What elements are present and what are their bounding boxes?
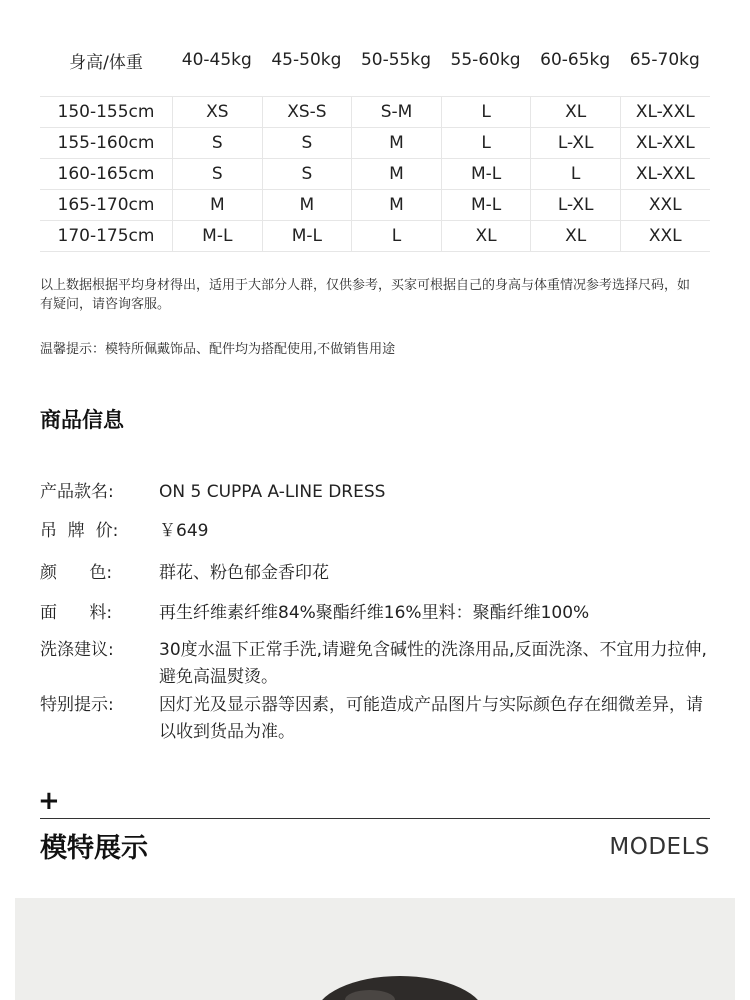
header-weight-col: 40-45kg: [181, 50, 252, 70]
table-row: [40, 190, 710, 221]
size-cell: S-M: [351, 97, 441, 127]
size-cell: S: [262, 159, 352, 189]
size-cell: S: [172, 159, 262, 189]
size-cell: XL-XXL: [620, 159, 710, 189]
height-cell: 170-175cm: [57, 226, 155, 246]
header-weight-col: 60-65kg: [540, 50, 611, 70]
size-chart-table: [40, 40, 710, 252]
size-cell: M-L: [262, 221, 352, 251]
size-cell: M: [351, 190, 441, 220]
model-hair-shape: [315, 976, 485, 1000]
size-cell: M: [262, 190, 352, 220]
size-cell: XL-XXL: [620, 128, 710, 158]
size-chart-header: [40, 40, 710, 80]
info-label: 吊 牌 价:: [40, 521, 119, 541]
size-cell: S: [262, 128, 352, 158]
info-label: 洗涤建议:: [40, 640, 114, 660]
info-value: 再生纤维素纤维84%聚酯纤维16%里料：聚酯纤维100%: [159, 603, 590, 623]
size-cell: XL-XXL: [620, 97, 710, 127]
warm-tip-note: 温馨提示：模特所佩戴饰品、配件均为搭配使用,不做销售用途: [40, 342, 396, 357]
size-cell: L-XL: [530, 128, 620, 158]
info-value: 30度水温下正常手洗,请避免含碱性的洗涤用品,反面洗涤、不宜用力拉伸,避免高温熨烫。: [159, 640, 707, 687]
size-chart-body: [40, 96, 710, 252]
size-cell: S: [172, 128, 262, 158]
info-label: 面 料:: [40, 603, 113, 623]
size-cell: M: [351, 159, 441, 189]
size-cell: XS: [172, 97, 262, 127]
size-cell: M-L: [172, 221, 262, 251]
size-cell: XS-S: [262, 97, 352, 127]
models-section-title: 模特展示: [40, 833, 148, 864]
height-cell: 155-160cm: [57, 133, 155, 153]
plus-icon: +: [38, 786, 60, 816]
size-cell: M: [351, 128, 441, 158]
size-cell: L-XL: [530, 190, 620, 220]
size-cell: XL: [530, 97, 620, 127]
size-cell: XXL: [620, 221, 710, 251]
size-cell: L: [530, 159, 620, 189]
models-section-title-en: MODELS: [609, 834, 710, 860]
size-cell: M: [172, 190, 262, 220]
table-row: [40, 128, 710, 159]
height-cell: 160-165cm: [57, 164, 155, 184]
size-cell: M-L: [441, 190, 531, 220]
info-value: 群花、粉色郁金香印花: [159, 563, 329, 583]
info-label: 特别提示:: [40, 695, 114, 715]
table-row: [40, 159, 710, 190]
header-weight-col: 55-60kg: [450, 50, 521, 70]
info-value: 因灯光及显示器等因素，可能造成产品图片与实际颜色存在细微差异，请以收到货品为准。: [159, 695, 703, 742]
model-photo: [15, 898, 735, 1000]
info-label: 产品款名:: [40, 482, 114, 502]
header-height-weight: 身高/体重: [69, 52, 143, 73]
product-info-title: 商品信息: [40, 408, 124, 432]
info-value: ON 5 CUPPA A-LINE DRESS: [159, 482, 386, 502]
size-cell: L: [351, 221, 441, 251]
height-cell: 150-155cm: [57, 102, 155, 122]
header-weight-col: 45-50kg: [271, 50, 342, 70]
size-cell: XL: [441, 221, 531, 251]
table-row: [40, 97, 710, 128]
size-cell: L: [441, 128, 531, 158]
info-value: ￥649: [159, 521, 209, 541]
size-cell: M-L: [441, 159, 531, 189]
size-cell: XXL: [620, 190, 710, 220]
size-reference-note: 以上数据根据平均身材得出，适用于大部分人群，仅供参考，买家可根据自己的身高与体重情况参考选择尺码，如有疑问，请咨询客服。: [40, 278, 691, 312]
size-cell: L: [441, 97, 531, 127]
size-cell: XL: [530, 221, 620, 251]
table-row: [40, 221, 710, 252]
header-weight-col: 50-55kg: [360, 50, 431, 70]
header-weight-col: 65-70kg: [629, 50, 700, 70]
section-divider: [40, 818, 710, 819]
info-label: 颜 色:: [40, 563, 113, 583]
height-cell: 165-170cm: [57, 195, 155, 215]
